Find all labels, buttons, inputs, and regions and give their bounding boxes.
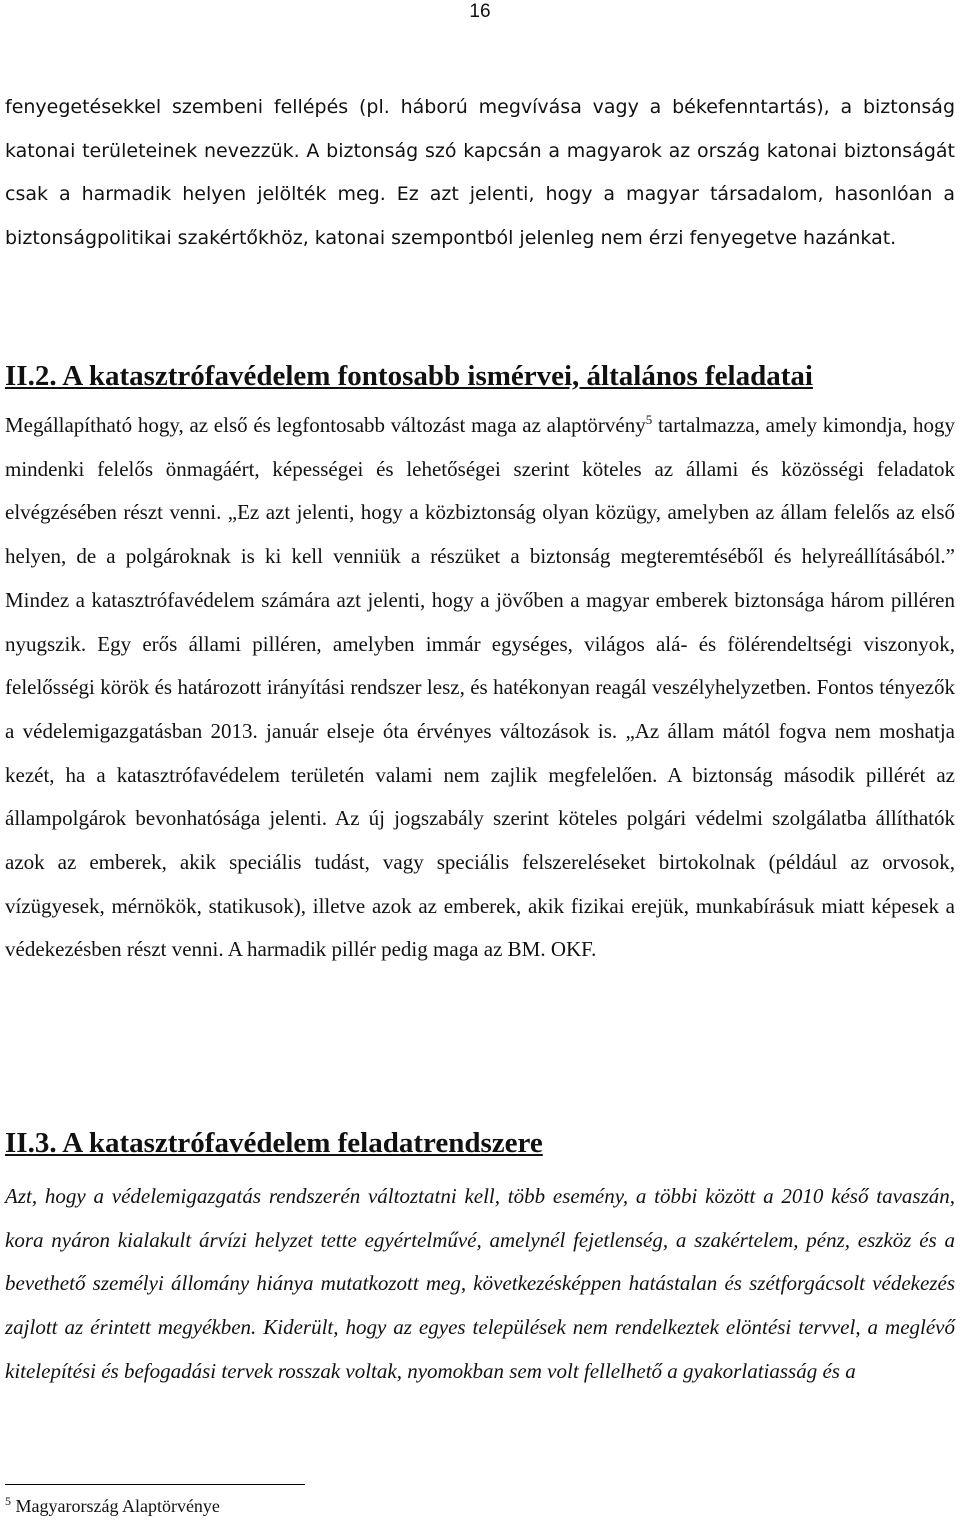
paragraph-text: tartalmazza, amely kimondja, hogy mindenki felelős önmagáért, képességei és lehetőségei szerint köteles az állami és közösségi feladatok elvégzésében részt venni. „Ez azt jelenti, hogy a közbiztonság olyan közügy, amelyben az állam felelős az első helyen, de a polgároknak is ki kell venniük a részüket a biztonság megteremtéséből és helyreállításából.” Mindez a katasztrófavédelem számára azt jelenti, hogy a jövőben a magyar emberek biztonsága három pilléren nyugszik. Egy erős állami pilléren, amelyben immár egységes, világos alá- és fölérendeltségi viszonyok, felelősségi körök és határozott irányítási rendszer lesz, és hatékonyan reagál veszélyhelyzetben. Fontos tényezők a védelemigazgatásban 2013. január elseje óta érvényes változások is. „Az állam mától fogva nem moshatja kezét, ha a katasztrófavédelem területén valami nem zajlik megfelelően. A biztonság második pillérét az állampolgárok bevonhatósága jelenti. Az új jogszabály szerint köteles polgári védelmi szolgálatba állíthatók azok az emberek, akik speciális tudást, vagy speciális felszereléseket birtokolnak (például az orvosok, vízügyesek, mérnökök, statikusok), illetve azok az emberek, akik fizikai erejük, munkabírásuk miatt képesek a védekezésben részt venni. A harmadik pillér pedig maga az BM. OKF. <box>5 413 955 962</box>
footnote-number: 5 <box>5 1494 11 1508</box>
section-heading-2-3: II.3. A katasztrófavédelem feladatrendszere <box>5 1127 543 1159</box>
paragraph-text: Megállapítható hogy, az első és legfontosabb változást maga az alaptörvény <box>5 413 646 437</box>
paragraph: Azt, hogy a védelemigazgatás rendszerén változtatni kell, több esemény, a többi között a 2010 késő tavaszán, kora nyáron kialakult árvízi helyzet tette egyértelművé, amelynél fejetlenség, a szakértelem, pénz, eszköz és a bevethető személyi állomány hiánya mutatkozott meg, következésképpen hatástalan és szétforgácsolt védekezés zajlott az érintett megyékben. Kiderült, hogy az egyes települések nem rendelkeztek elöntési tervvel, a meglévő kitelepítési és befogadási tervek rosszak voltak, nyomokban sem volt fellelhető a gyakorlatiasság és a <box>5 1184 955 1383</box>
paragraph <box>5 404 955 972</box>
section-heading-2-2: II.2. A katasztrófavédelem fontosabb ismérvei, általános feladatai <box>5 360 813 392</box>
footnote-separator <box>5 1484 305 1485</box>
paragraph: fenyegetésekkel szembeni fellépés (pl. háború megvívása vagy a békefenntartás), a biztonság katonai területeinek nevezzük. A biztonság szó kapcsán a magyarok az ország katonai biztonságát csak a harmadik helyen jelölték meg. Ez azt jelenti, hogy a magyar társadalom, hasonlóan a biztonságpolitikai szakértőkhöz, katonai szempontból jelenleg nem érzi fenyegetve hazánkat. <box>5 96 955 250</box>
footnote-text: Magyarország Alaptörvénye <box>11 1496 220 1516</box>
footnote-reference[interactable]: 5 <box>645 412 653 427</box>
page-number: 16 <box>469 1 491 22</box>
footnote <box>5 1495 220 1517</box>
